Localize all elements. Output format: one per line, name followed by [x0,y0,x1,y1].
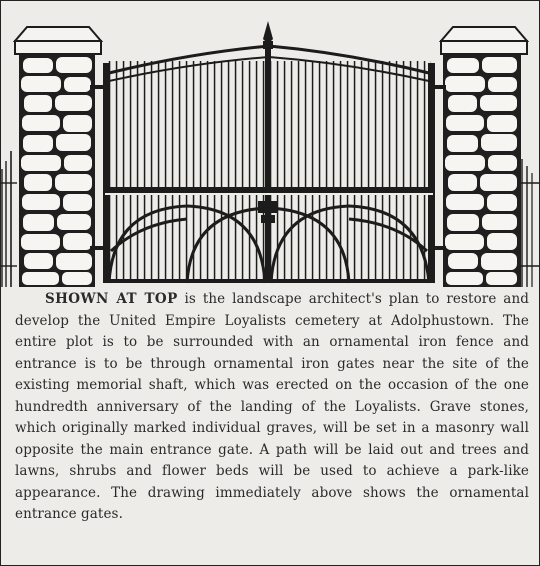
right-stone-pillar [441,27,527,287]
gate-illustration [1,1,539,287]
left-stone-pillar [15,27,101,287]
left-fence-stub [1,151,17,287]
iron-gates [90,21,446,283]
caption-body: is the landscape architect's plan to restore and develop the United Empire Loyalists cemetery at Adolphustown. The entire plot is to be surrounded with an ornamental iron fence and entrance is to be through ornamental iron gates near the site of the existing memorial shaft, which was erected on the occasion of the one hundredth anniversary of the landing of the Loyalists. Grave stones, which originally marked individual graves, will be set in a masonry wall opposite the main entrance gate. A path will be laid out and trees and lawns, shrubs and flower beds will be used to achieve a park-like appearance. The drawing immediately above shows the ornamental entrance gates. [15,291,529,522]
caption-paragraph [15,289,529,526]
caption-lead: SHOWN AT TOP [45,291,178,307]
